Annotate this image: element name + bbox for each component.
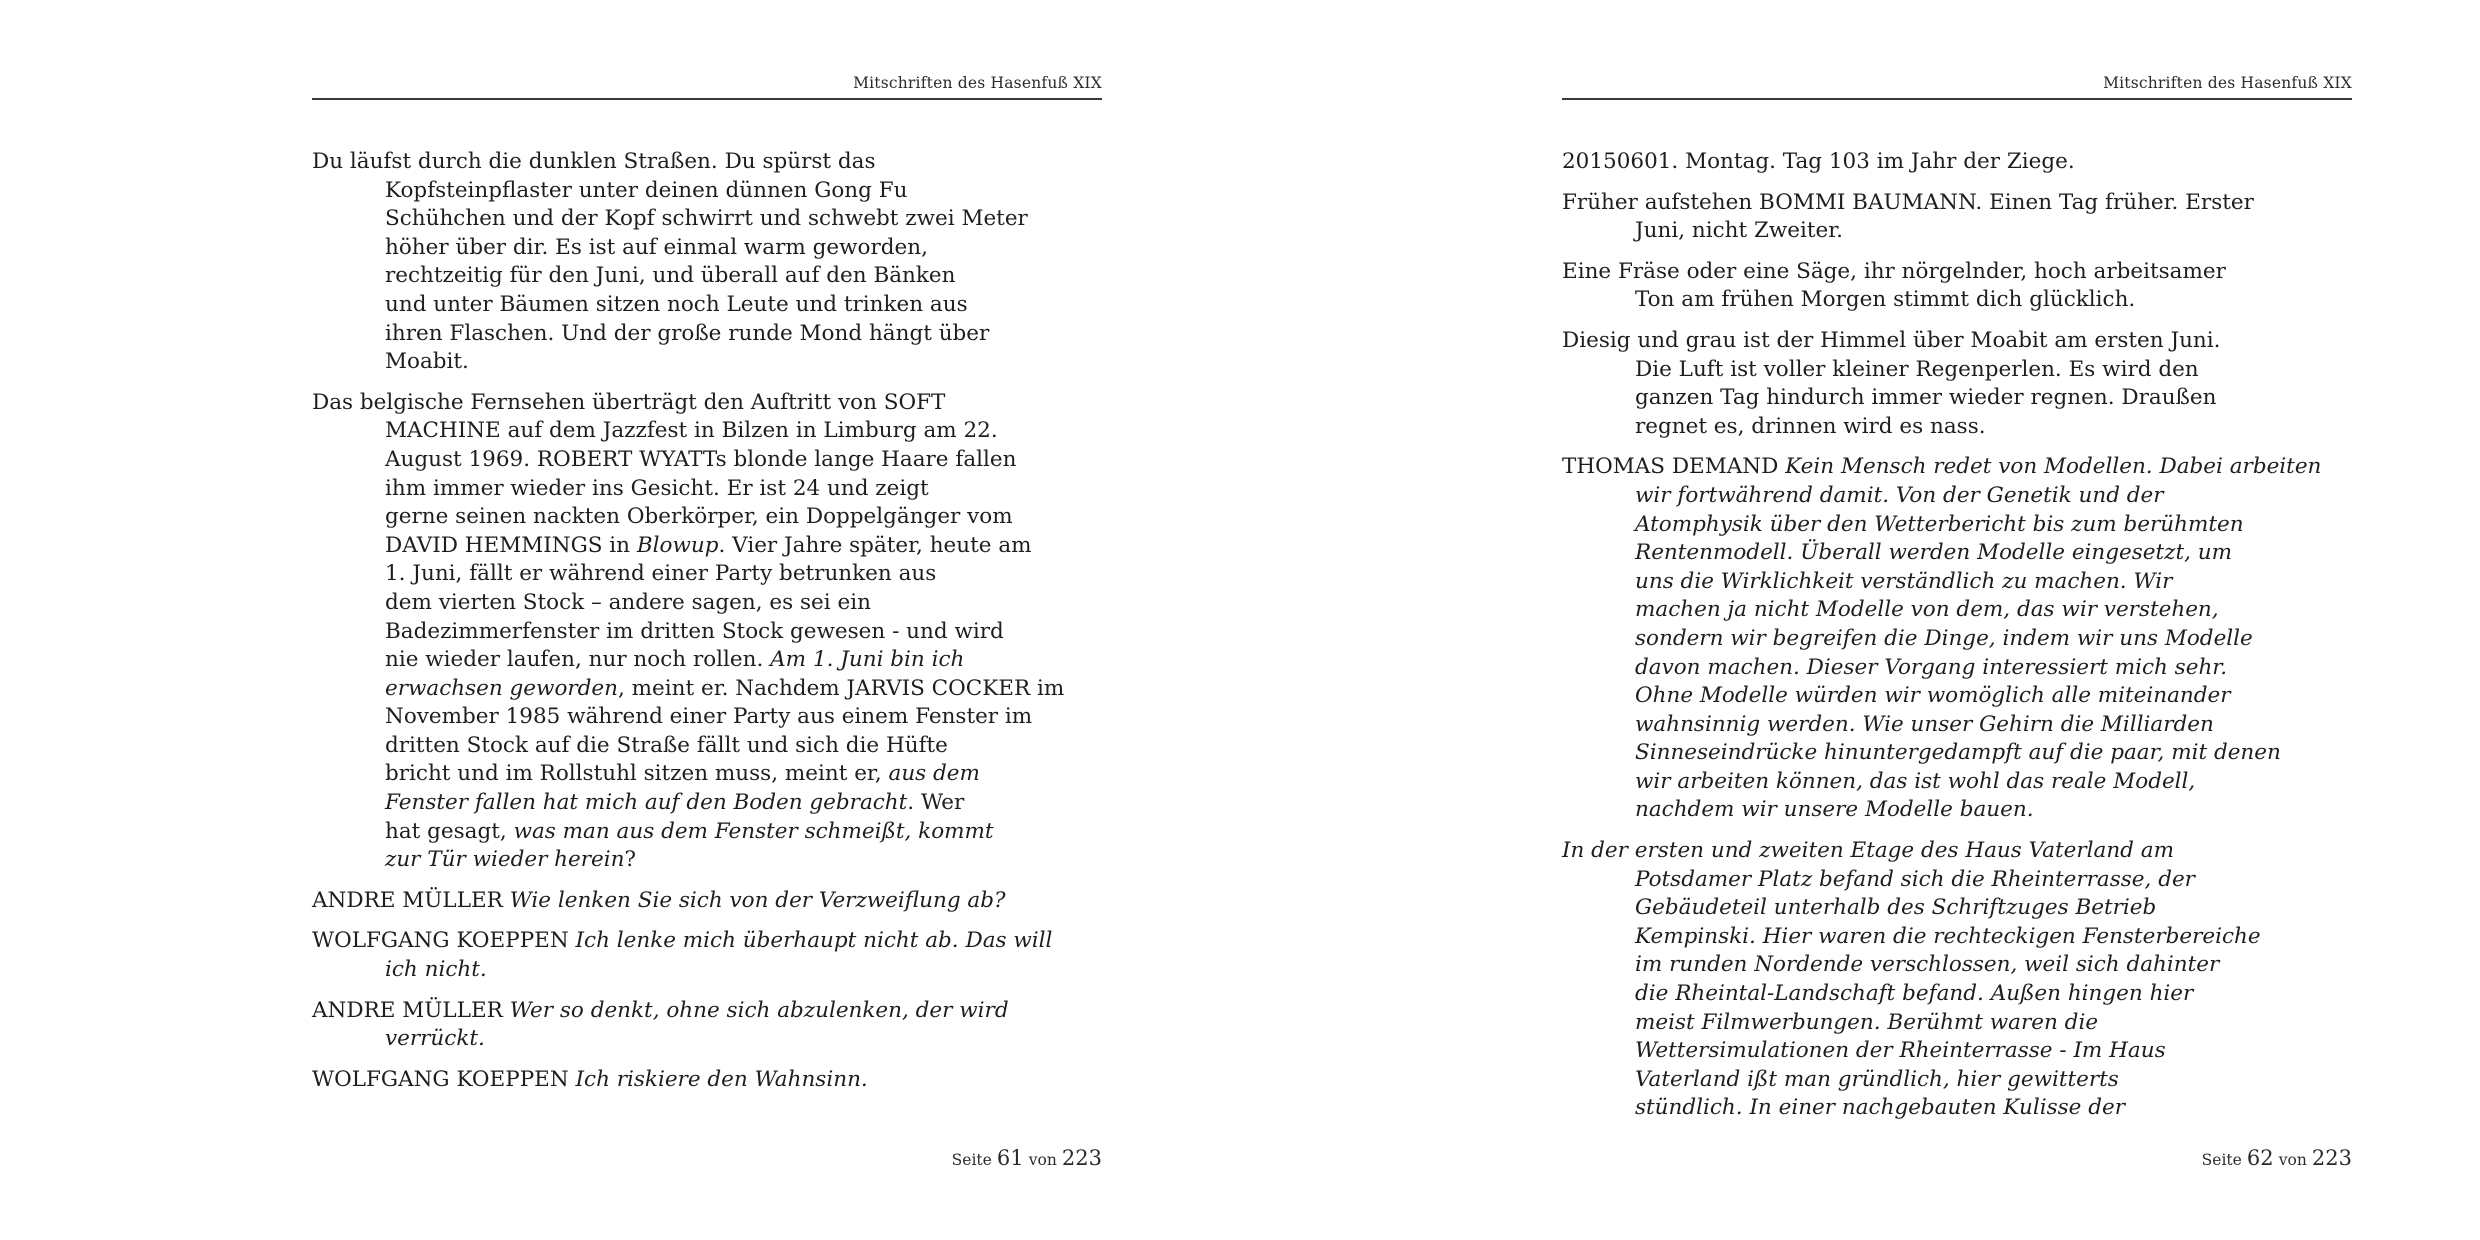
- page-footer: [1562, 1146, 2352, 1170]
- paragraph: [1562, 258, 2352, 315]
- italic-text: Blowup: [636, 532, 719, 558]
- paragraph: [1562, 453, 2352, 825]
- running-header: Mitschriften des Hasenfuß XIX: [1562, 74, 2352, 100]
- paragraph: [312, 389, 1102, 875]
- italic-text: Wie lenken Sie sich von der Verzweiflung ab?: [509, 887, 1006, 913]
- page-body: [312, 148, 1102, 1106]
- text: THOMAS DEMAND: [1562, 454, 1786, 480]
- paragraph: [1562, 327, 2352, 441]
- paragraph: [312, 148, 1102, 377]
- text: WOLFGANG KOEPPEN: [312, 928, 576, 954]
- page-total: 223: [2311, 1146, 2352, 1170]
- page-left: [312, 0, 1102, 1240]
- text: Früher aufstehen BOMMI BAUMANN. Einen Tag früher. Erster Juni, nicht Zweiter.: [1562, 189, 2254, 244]
- page-number: 61: [996, 1146, 1024, 1170]
- text: Das belgische Fernsehen überträgt den Auftritt von SOFT MACHINE auf dem Jazzfest in Bilzen in Limburg am 22. August 1969. ROBERT WYATTs blonde lange Haare fallen ihm immer wieder ins Gesicht. Er ist 24 und zeigt gerne seinen nackten Oberkörper, ein Doppelgänger vom DAVID HEMMINGS in: [312, 389, 1017, 558]
- footer-middle: von: [1028, 1151, 1057, 1169]
- text: Eine Fräse oder eine Säge, ihr nörgelnder, hoch arbeitsamer Ton am frühen Morgen stimmt dich glücklich.: [1562, 258, 2226, 313]
- footer-prefix: Seite: [951, 1151, 992, 1169]
- page-total: 223: [1061, 1146, 1102, 1170]
- paragraph: [1562, 837, 2352, 1123]
- running-header: Mitschriften des Hasenfuß XIX: [312, 74, 1102, 100]
- italic-text: Ich lenke mich überhaupt nicht ab. Das will ich nicht.: [385, 928, 1053, 983]
- text: . Wer hat gesagt,: [385, 790, 965, 844]
- paragraph: [1562, 189, 2352, 246]
- text: Du läufst durch die dunklen Straßen. Du spürst das Kopfsteinpflaster unter deinen dünnen Gong Fu Schühchen und der Kopf schwirrt und schwebt zwei Meter höher über dir. Es ist auf einmal warm geworden, rechtzeitig für den Juni, und überall auf den Bänken und unter Bäumen sitzen noch Leute und trinken aus ihren Flaschen. Und der große runde Mond hängt über Moabit.: [312, 149, 1028, 375]
- italic-text: In der ersten und zweiten Etage des Haus Vaterland am Potsdamer Platz befand sich die Rheinterrasse, der Gebäudeteil unterhalb des Schriftzuges Betrieb Kempinski. Hier waren die rechteckigen Fensterbereiche im runden Nordende verschlossen, weil sich dahinter die Rheintal-Landschaft befand. Außen hingen hier meist Filmwerbungen. Berühmt waren die Wettersimulationen der Rheinterrasse - Im Haus Vaterland ißt man gründlich, hier gewitterts stündlich. In einer nachgebauten Kulisse der: [1562, 838, 2261, 1121]
- paragraph: [1562, 148, 2352, 177]
- page-number: 62: [2246, 1146, 2274, 1170]
- italic-text: Wer so denkt, ohne sich abzulenken, der wird verrückt.: [385, 997, 1009, 1052]
- paragraph: [312, 997, 1102, 1054]
- italic-text: aus dem Fenster fallen hat mich auf den Boden gebracht: [385, 761, 980, 816]
- text: ?: [624, 847, 637, 873]
- paragraph: [312, 927, 1102, 984]
- text: ANDRE MÜLLER: [312, 997, 510, 1023]
- text: 20150601. Montag. Tag 103 im Jahr der Ziege.: [1562, 149, 2075, 174]
- text: , meint er. Nachdem JARVIS COCKER im November 1985 während einer Party aus einem Fenster im dritten Stock auf die Straße fällt und sich die Hüfte bricht und im Rollstuhl sitzen muss, meint er,: [385, 675, 1065, 787]
- text: Diesig und grau ist der Himmel über Moabit am ersten Juni. Die Luft ist voller kleiner Regenperlen. Es wird den ganzen Tag hindurch immer wieder regnen. Draußen regnet es, drinnen wird es nass.: [1562, 327, 2221, 439]
- footer-middle: von: [2278, 1151, 2307, 1169]
- page-body: [1562, 148, 2352, 1135]
- italic-text: Ich riskiere den Wahnsinn.: [575, 1066, 868, 1092]
- text: . Vier Jahre später, heute am 1. Juni, fällt er während einer Party betrunken aus dem vierten Stock – andere sagen, es sei ein Badezimmerfenster im dritten Stock gewesen - und wird nie wieder laufen, nur noch rollen.: [385, 532, 1032, 673]
- text: ANDRE MÜLLER: [312, 887, 510, 913]
- paragraph: [312, 1066, 1102, 1095]
- page-right: [1562, 0, 2352, 1240]
- italic-text: Kein Mensch redet von Modellen. Dabei arbeiten wir fortwährend damit. Von der Genetik und der Atomphysik über den Wetterbericht bis zum berühmten Rentenmodell. Überall werden Modelle eingesetzt, um uns die Wirklichkeit verständlich zu machen. Wir machen ja nicht Modelle von dem, das wir verstehen, sondern wir begreifen die Dinge, indem wir uns Modelle davon machen. Dieser Vorgang interessiert mich sehr. Ohne Modelle würden wir womöglich alle miteinander wahnsinnig werden. Wie unser Gehirn die Milliarden Sinneseindrücke hinuntergedampft auf die paar, mit denen wir arbeiten können, das ist wohl das reale Modell, nachdem wir unsere Modelle bauen.: [1635, 454, 2322, 823]
- footer-prefix: Seite: [2201, 1151, 2242, 1169]
- italic-text: Am 1. Juni bin ich erwachsen geworden: [385, 647, 965, 701]
- paragraph: [312, 887, 1102, 916]
- text: WOLFGANG KOEPPEN: [312, 1066, 576, 1092]
- italic-text: was man aus dem Fenster schmeißt, kommt zur Tür wieder herein: [385, 818, 994, 873]
- page-footer: [312, 1146, 1102, 1170]
